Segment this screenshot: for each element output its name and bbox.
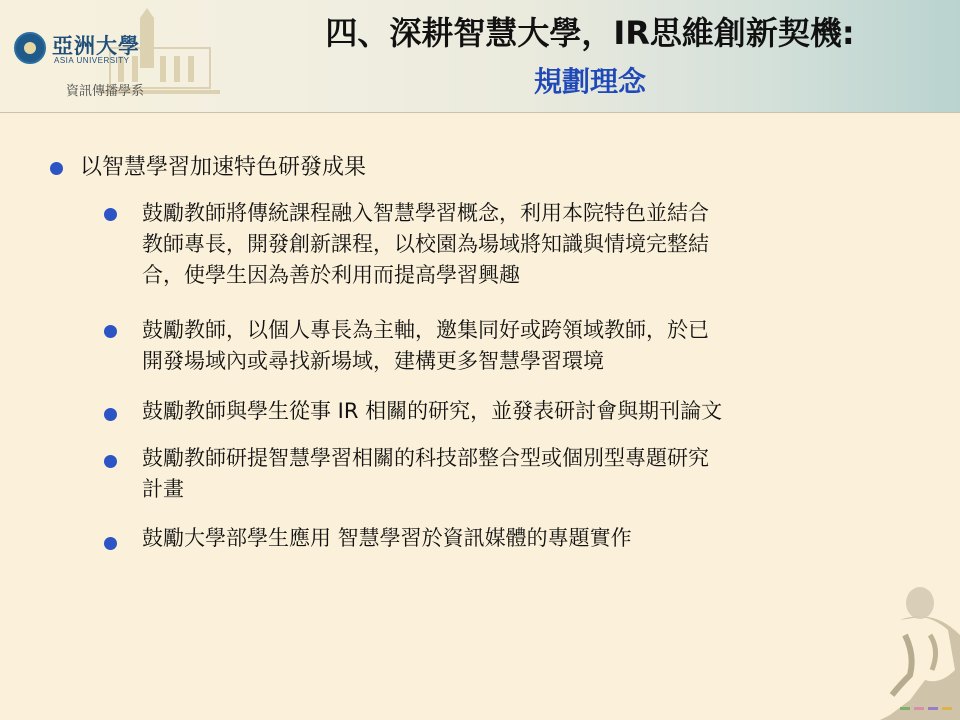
thinker-statue-image (870, 575, 960, 720)
decorative-dash (914, 707, 924, 710)
sub-item-line: 鼓勵教師，以個人專長為主軸，邀集同好或跨領域教師，於已 (142, 318, 709, 342)
slide-title: 四、深耕智慧大學，IR思維創新契機: (325, 14, 855, 52)
logo-english-name: ASIA UNIVERSITY (54, 56, 130, 65)
sub-item-line: 鼓勵教師研提智慧學習相關的科技部整合型或個別型專題研究 (142, 446, 709, 470)
sub-bullet-icon (104, 537, 117, 550)
decorative-dash (900, 707, 910, 710)
sub-bullet-icon (104, 408, 117, 421)
sub-item-line: 教師專長，開發創新課程，以校園為場域將知識與情境完整結 (142, 232, 709, 256)
department-label: 資訊傳播學系 (66, 84, 145, 99)
sub-item-line: 鼓勵教師與學生從事 IR 相關的研究，並發表研討會與期刊論文 (142, 399, 723, 423)
sub-bullet-icon (104, 455, 117, 468)
sub-item-line: 合，使學生因為善於利用而提高學習興趣 (142, 263, 520, 287)
sub-item-line: 鼓勵大學部學生應用 智慧學習於資訊媒體的專題實作 (142, 526, 632, 550)
decorative-dash (928, 707, 938, 710)
sub-item-line: 鼓勵教師將傳統課程融入智慧學習概念，利用本院特色並結合 (142, 201, 709, 225)
logo-chinese-name: 亞洲大學 (52, 33, 140, 58)
decorative-dash (942, 707, 952, 710)
sub-bullet-icon (104, 208, 117, 221)
slide-subtitle: 規劃理念 (533, 65, 646, 98)
sub-bullet-icon (104, 325, 117, 338)
sub-item-line: 開發場域內或尋找新場域，建構更多智慧學習環境 (142, 349, 604, 373)
main-bullet-icon (50, 162, 63, 175)
main-bullet-text: 以智慧學習加速特色研發成果 (80, 155, 367, 180)
sub-item-line: 計畫 (142, 477, 184, 501)
